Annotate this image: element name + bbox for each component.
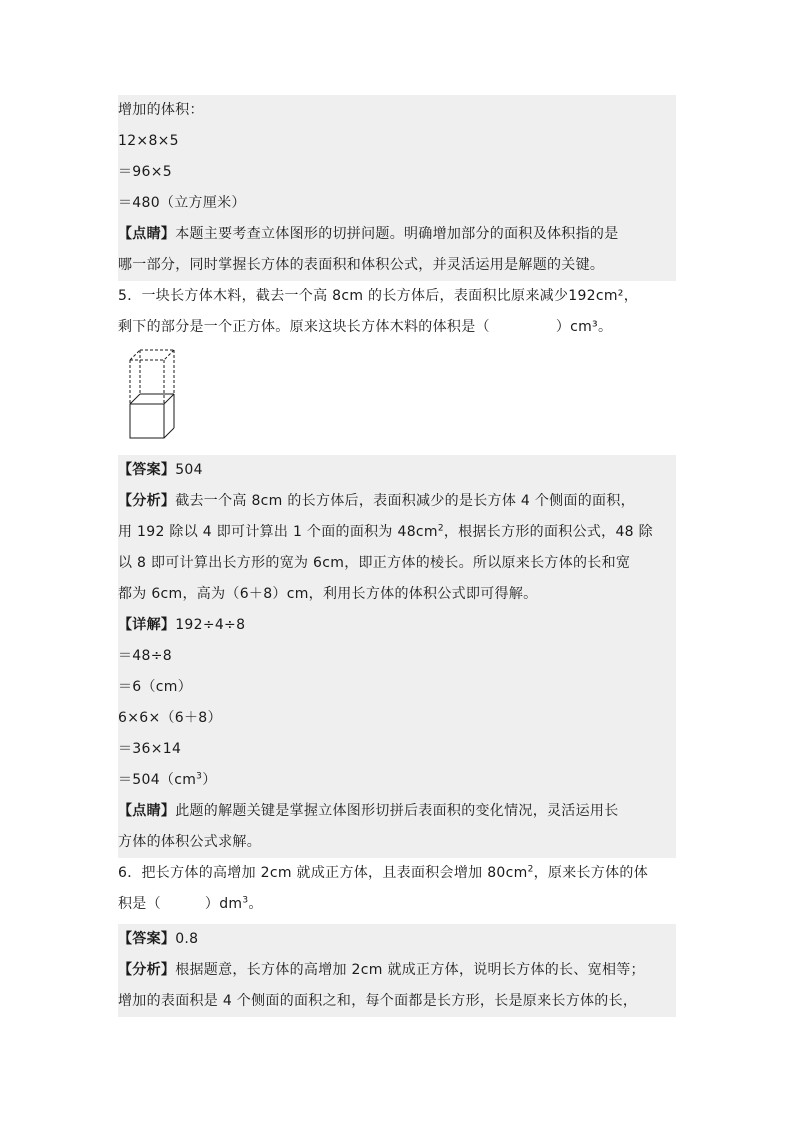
comment-text: 此题的解题关键是掌握立体图形切拼后表面积的变化情况，灵活运用长 <box>175 803 619 819</box>
detail-line <box>118 765 676 796</box>
detail-text: ） <box>202 772 217 788</box>
remaining-cube <box>130 394 174 438</box>
analysis-text: 截去一个高 8cm 的长方体后，表面积减少的是长方体 4 个侧面的面积， <box>175 493 635 509</box>
solution-block-q4-tail <box>118 95 676 281</box>
analysis-line: 以 8 即可计算出长方形的宽为 6cm，即正方体的棱长。所以原来长方体的长和宽 <box>118 555 631 571</box>
question-text-part: 剩下的部分是一个正方体。原来这块长方体木料的体积是（ <box>118 319 490 335</box>
comment-line <box>118 219 676 250</box>
solution-block-q6 <box>118 924 676 1017</box>
question-text-part: ）dm <box>204 896 243 912</box>
question-text-part: 积是（ <box>118 896 161 912</box>
detail-line: ＝48÷8 <box>118 648 172 664</box>
answer-label: 【答案】 <box>118 931 176 947</box>
comment-text: 本题主要考查立体图形的切拼问题。明确增加部分的面积及体积指的是 <box>175 226 619 242</box>
detail-text: 192÷4÷8 <box>175 617 246 633</box>
text-line: ＝96×5 <box>118 164 172 180</box>
detail-line <box>118 610 676 641</box>
text-line: ＝480（立方厘米） <box>118 195 246 211</box>
question-text <box>118 312 676 343</box>
superscript: 3 <box>242 895 249 906</box>
text-line: 12×8×5 <box>118 133 179 149</box>
detail-line: 6×6×（6＋8） <box>118 710 222 726</box>
analysis-label: 【分析】 <box>118 493 176 509</box>
analysis-text: 根据题意，长方体的高增加 2cm 就成正方体，说明长方体的长、宽相等； <box>175 962 645 978</box>
analysis-line <box>118 517 676 548</box>
comment-line <box>118 796 676 827</box>
solution-block-q5 <box>118 455 676 858</box>
question-text <box>118 889 676 920</box>
analysis-line <box>118 955 676 986</box>
answer-line <box>118 455 676 486</box>
comment-label: 【点睛】 <box>118 226 176 242</box>
answer-value: 504 <box>175 462 203 478</box>
detail-line: ＝6（cm） <box>118 679 193 695</box>
analysis-line: 都为 6cm，高为（6＋8）cm，利用长方体的体积公式即可得解。 <box>118 586 538 602</box>
answer-value: 0.8 <box>175 931 199 947</box>
question-text-part: 6．把长方体的高增加 2cm 就成正方体，且表面积会增加 80cm <box>118 865 528 881</box>
question-text: 5．一块长方体木料，截去一个高 8cm 的长方体后，表面积比原来减少192cm²， <box>118 288 639 304</box>
question-text-part: ，原来长方体的体 <box>533 865 648 881</box>
analysis-line: 增加的表面积是 4 个侧面的面积之和，每个面都是长方形，长是原来长方体的长， <box>118 993 638 1009</box>
answer-line <box>118 924 676 955</box>
comment-label: 【点睛】 <box>118 803 176 819</box>
analysis-line <box>118 486 676 517</box>
question-text-part: ）cm³。 <box>555 319 613 335</box>
detail-text: ＝504（cm <box>118 772 197 788</box>
comment-line: 哪一部分，同时掌握长方体的表面积和体积公式，并灵活运用是解题的关键。 <box>118 257 605 273</box>
answer-label: 【答案】 <box>118 462 176 478</box>
analysis-text: ，根据长方形的面积公式，48 除 <box>443 524 653 540</box>
cut-part-dashed <box>130 350 174 404</box>
question-5 <box>118 281 676 343</box>
analysis-text: 用 192 除以 4 即可计算出 1 个面的面积为 48cm <box>118 524 438 540</box>
detail-label: 【详解】 <box>118 617 176 633</box>
superscript: 2 <box>437 523 444 534</box>
question-text-part: 。 <box>248 896 263 912</box>
detail-line: ＝36×14 <box>118 741 182 757</box>
text-line: 增加的体积： <box>118 102 204 118</box>
comment-line: 方体的体积公式求解。 <box>118 834 261 850</box>
question-6 <box>118 858 676 920</box>
analysis-label: 【分析】 <box>118 962 176 978</box>
question-text <box>118 858 676 889</box>
superscript: 3 <box>196 771 203 782</box>
cuboid-figure <box>126 346 178 442</box>
superscript: 2 <box>527 864 534 875</box>
